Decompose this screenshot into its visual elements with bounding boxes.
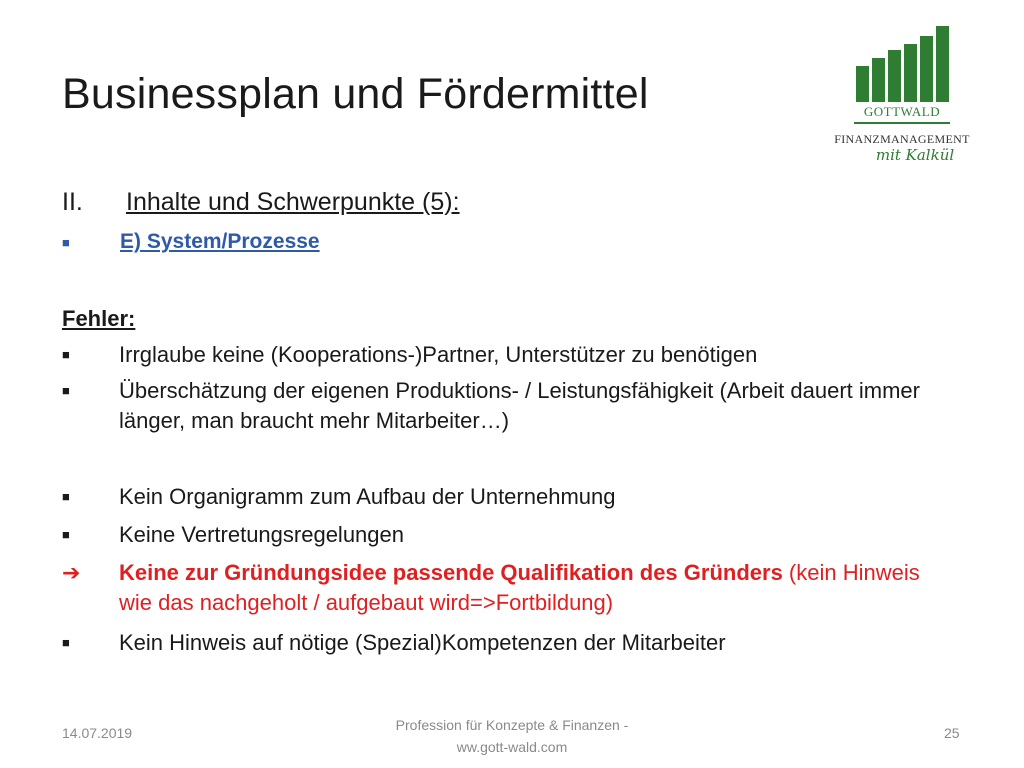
footer-text-line1: Profession für Konzepte & Finanzen - (395, 717, 629, 733)
list-item-rest-text: (kein Hinweis wie das nachgeholt / aufgebaut wird=>Fortbildung) (119, 560, 920, 615)
square-bullet-icon: ■ (62, 527, 70, 542)
company-logo (832, 26, 972, 176)
square-bullet-icon: ■ (62, 635, 70, 650)
logo-divider (854, 122, 950, 124)
logo-brand: GOTTWALD (863, 104, 941, 119)
bar-chart-logo-icon (856, 26, 948, 102)
footer-text (362, 714, 662, 758)
section-number: II. (62, 188, 83, 216)
errors-label: Fehler: (62, 306, 136, 331)
section-heading-text: Inhalte und Schwerpunkte (5): (126, 188, 460, 216)
square-bullet-icon: ■ (62, 234, 70, 250)
arrow-right-icon: ➔ (62, 560, 81, 585)
section-heading (62, 188, 460, 217)
subitem (62, 230, 320, 254)
list-item-text: Keine Vertretungsregelungen (119, 522, 404, 547)
logo-script-tagline: mit Kalkül (875, 146, 955, 164)
square-bullet-icon: ■ (62, 347, 70, 362)
logo-tagline: FINANZMANAGEMENT (834, 132, 970, 146)
footer-text-line2: ww.gott-wald.com (456, 739, 568, 755)
list-item-text: Überschätzung der eigenen Produktions- / Leistungsfähigkeit (Arbeit dauert immer länger, man braucht mehr Mitarbeiter…) (119, 378, 920, 433)
list-item-text: Kein Hinweis auf nötige (Spezial)Kompetenzen der Mitarbeiter (119, 630, 726, 655)
footer-date: 14.07.2019 (62, 725, 133, 741)
list-item-text: Kein Organigramm zum Aufbau der Unternehmung (119, 484, 616, 509)
page-number: 25 (944, 725, 960, 741)
square-bullet-icon: ■ (62, 383, 70, 398)
subitem-text: E) System/Prozesse (120, 230, 320, 253)
slide-title: Businessplan und Fördermittel (62, 70, 649, 118)
square-bullet-icon: ■ (62, 489, 70, 504)
list-item-bold-text: Keine zur Gründungsidee passende Qualifikation des Gründers (119, 560, 783, 585)
list-item-text (119, 558, 929, 618)
list-item-text: Irrglaube keine (Kooperations-)Partner, Unterstützer zu benötigen (119, 342, 758, 367)
